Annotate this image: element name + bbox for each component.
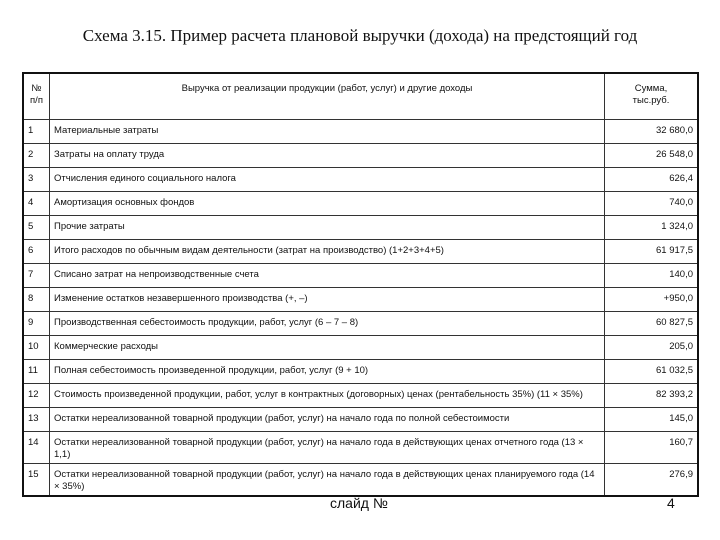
- row-amount: 145,0: [605, 408, 699, 432]
- row-number: 3: [23, 168, 50, 192]
- page-number: 4: [667, 495, 675, 511]
- header-number: № п/п: [23, 73, 50, 120]
- table-row: [23, 360, 698, 384]
- row-amount: 160,7: [605, 432, 699, 464]
- revenue-table: [22, 72, 699, 497]
- row-description: Стоимость произведенной продукции, работ, услуг в контрактных (договорных) ценах (рентабельность 35%) (11 × 35%): [50, 384, 605, 408]
- table-row: [23, 264, 698, 288]
- slide-label: слайд №: [330, 495, 388, 511]
- row-number: 10: [23, 336, 50, 360]
- row-number: 12: [23, 384, 50, 408]
- page-title: Схема 3.15. Пример расчета плановой выручки (дохода) на предстоящий год: [82, 26, 638, 45]
- row-number: 13: [23, 408, 50, 432]
- row-description: Прочие затраты: [50, 216, 605, 240]
- table-row: [23, 336, 698, 360]
- table-row: [23, 144, 698, 168]
- row-description: Остатки нереализованной товарной продукции (работ, услуг) на начало года в действующих ценах планируемого года (14 × 35%): [50, 464, 605, 497]
- row-description: Производственная себестоимость продукции, работ, услуг (6 – 7 – 8): [50, 312, 605, 336]
- row-description: Материальные затраты: [50, 120, 605, 144]
- row-amount: 26 548,0: [605, 144, 699, 168]
- row-description: Списано затрат на непроизводственные счета: [50, 264, 605, 288]
- header-description: Выручка от реализации продукции (работ, услуг) и другие доходы: [50, 73, 605, 120]
- row-description: Затраты на оплату труда: [50, 144, 605, 168]
- row-description: Коммерческие расходы: [50, 336, 605, 360]
- row-number: 11: [23, 360, 50, 384]
- row-amount: 276,9: [605, 464, 699, 497]
- row-description: Полная себестоимость произведенной продукции, работ, услуг (9 + 10): [50, 360, 605, 384]
- table-row: [23, 216, 698, 240]
- row-number: 8: [23, 288, 50, 312]
- table-header: [23, 73, 698, 120]
- table-row: [23, 312, 698, 336]
- row-number: 6: [23, 240, 50, 264]
- row-amount: 626,4: [605, 168, 699, 192]
- row-amount: 140,0: [605, 264, 699, 288]
- table-row: [23, 384, 698, 408]
- row-amount: 1 324,0: [605, 216, 699, 240]
- header-amount: Сумма, тыс.руб.: [605, 73, 699, 120]
- row-amount: 61 917,5: [605, 240, 699, 264]
- row-number: 5: [23, 216, 50, 240]
- table-row: [23, 192, 698, 216]
- row-amount: 82 393,2: [605, 384, 699, 408]
- row-amount: 60 827,5: [605, 312, 699, 336]
- row-number: 7: [23, 264, 50, 288]
- row-number: 15: [23, 464, 50, 497]
- table-row: [23, 240, 698, 264]
- table-row: [23, 464, 698, 497]
- row-number: 14: [23, 432, 50, 464]
- row-amount: 61 032,5: [605, 360, 699, 384]
- table-row: [23, 120, 698, 144]
- table-row: [23, 432, 698, 464]
- table-row: [23, 288, 698, 312]
- row-description: Амортизация основных фондов: [50, 192, 605, 216]
- row-description: Остатки нереализованной товарной продукции (работ, услуг) на начало года в действующих ценах отчетного года (13 × 1,1): [50, 432, 605, 464]
- row-number: 9: [23, 312, 50, 336]
- row-amount: 32 680,0: [605, 120, 699, 144]
- row-amount: 205,0: [605, 336, 699, 360]
- table-row: [23, 408, 698, 432]
- row-number: 4: [23, 192, 50, 216]
- row-description: Изменение остатков незавершенного производства (+, –): [50, 288, 605, 312]
- row-description: Остатки нереализованной товарной продукции (работ, услуг) на начало года по полной себестоимости: [50, 408, 605, 432]
- row-number: 2: [23, 144, 50, 168]
- row-amount: +950,0: [605, 288, 699, 312]
- table-row: [23, 168, 698, 192]
- row-amount: 740,0: [605, 192, 699, 216]
- row-number: 1: [23, 120, 50, 144]
- row-description: Итого расходов по обычным видам деятельности (затрат на производство) (1+2+3+4+5): [50, 240, 605, 264]
- row-description: Отчисления единого социального налога: [50, 168, 605, 192]
